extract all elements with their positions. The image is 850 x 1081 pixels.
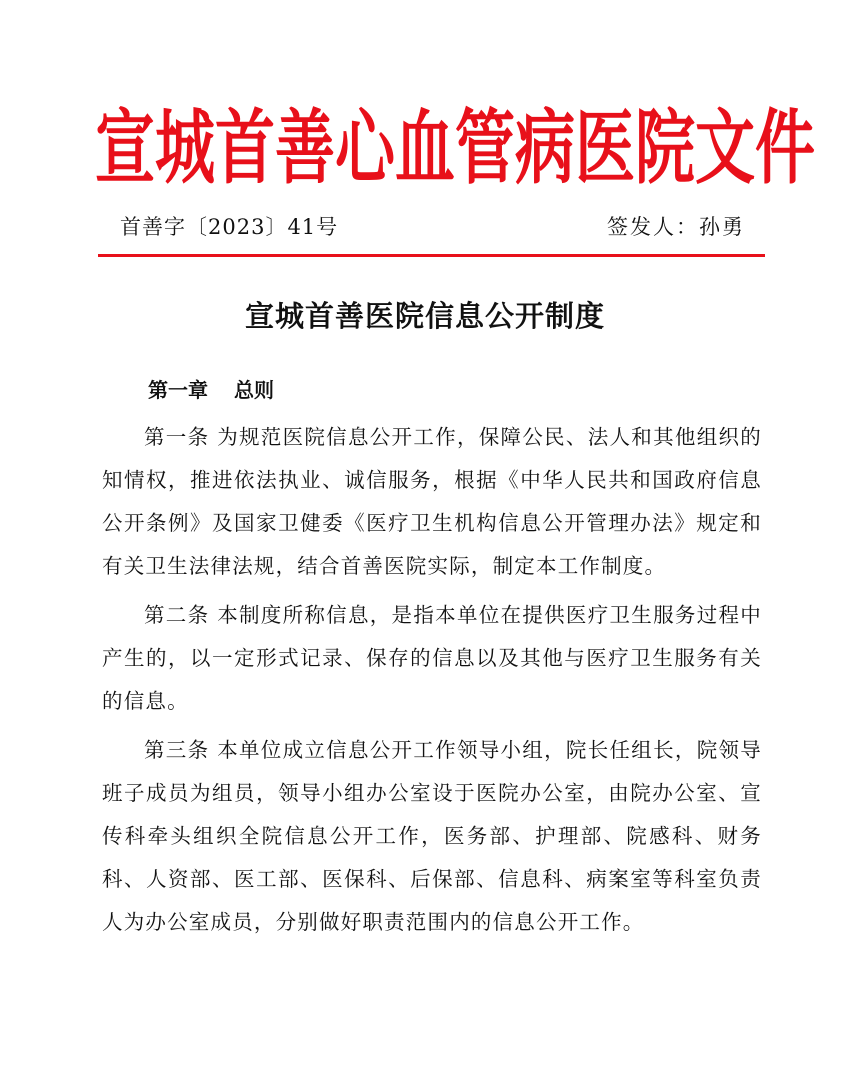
article-paragraph-3: 第三条 本单位成立信息公开工作领导小组，院长任组长，院领导班子成员为组员，领导小组办公室设于医院办公室，由院办公室、宣传科牵头组织全院信息公开工作，医务部、护理部、院感科、财务科、人资部、医工部、医保科、后保部、信息科、病案室等科室负责人为办公室成员，分别做好职责范围内的信息公开工作。 (102, 738, 762, 934)
document-number: 首善字〔2023〕41号 (120, 215, 339, 239)
article-paragraph-2: 第二条 本制度所称信息，是指本单位在提供医疗卫生服务过程中产生的，以一定形式记录、保存的信息以及其他与医疗卫生服务有关的信息。 (102, 603, 762, 713)
document-title: 宣城首善医院信息公开制度 (244, 299, 605, 333)
document-meta-row (120, 210, 745, 244)
issuer-header: 宣城首善心血管病医院文件 (95, 101, 815, 197)
document-body (102, 416, 762, 944)
chapter-title: 总则 (234, 378, 274, 402)
article-paragraph-1: 第一条 为规范医院信息公开工作，保障公民、法人和其他组织的知情权，推进依法执业、诚信服务，根据《中华人民共和国政府信息公开条例》及国家卫健委《医疗卫生机构信息公开管理办法》规定和有关卫生法律法规，结合首善医院实际，制定本工作制度。 (102, 425, 762, 578)
red-divider-line (98, 254, 765, 257)
chapter-number: 第一章 (148, 378, 208, 402)
chapter-heading (148, 371, 274, 409)
signer: 签发人：孙勇 (607, 215, 745, 239)
